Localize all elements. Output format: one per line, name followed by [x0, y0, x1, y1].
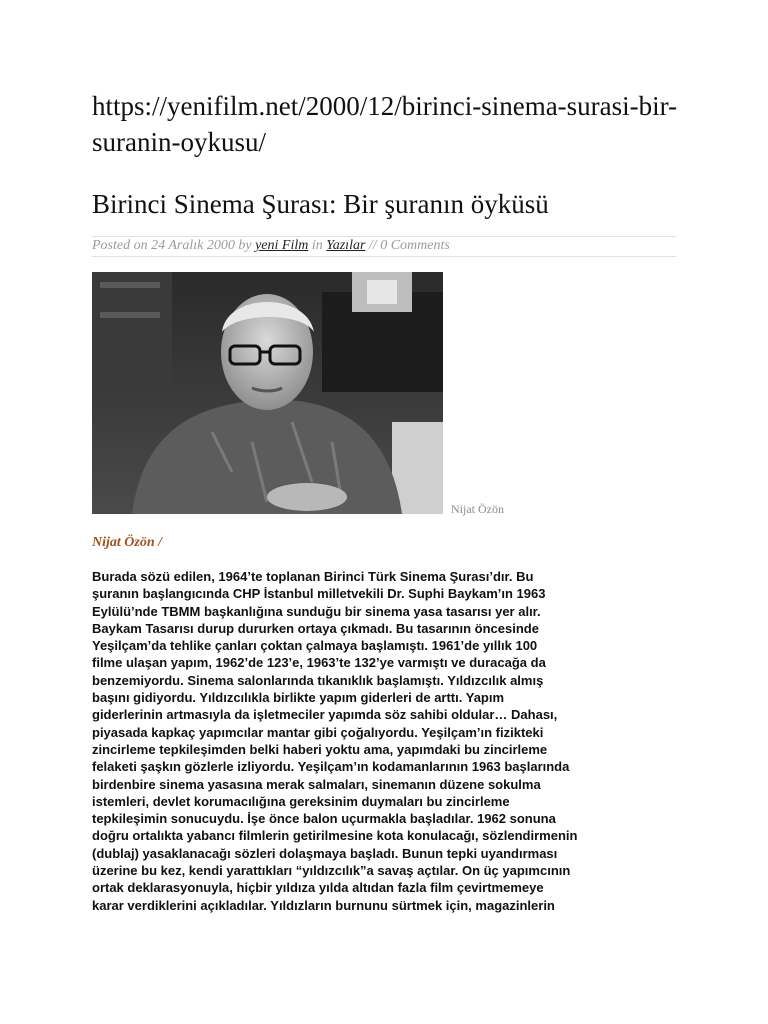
in-label: in: [311, 238, 323, 253]
meta-divider-bottom: [92, 256, 676, 257]
post-title: Birinci Sinema Şurası: Bir şuranın öyküsü: [92, 189, 549, 219]
body-line: Eylülü’nde TBMM başkanlığına sunduğu bir sinema yasa tasarısı yer alır.: [92, 603, 541, 619]
article-byline: Nijat Özön /: [92, 535, 163, 550]
body-line: şuranın başlangıcında CHP İstanbul milletvekili Dr. Suphi Baykam’ın 1963: [92, 586, 546, 602]
source-url-heading: https://yenifilm.net/2000/12/birinci-sinema-surasi-bir-suranin-oykusu/: [92, 91, 678, 157]
portrait-photo: [92, 272, 443, 514]
photo-caption: Nijat Özön: [451, 502, 504, 516]
body-line: benzemiyordu. Sinema salonlarında tıkanıklık başlamıştı. Yıldızcılık almış: [92, 672, 544, 688]
body-line: felaketi şaşkın gözlerle izliyordu. Yeşilçam’ın kodamanlarının 1963 başlarında: [92, 759, 570, 775]
article-body: [92, 568, 684, 914]
body-line: Burada sözü edilen, 1964’te toplanan Birinci Türk Sinema Şurası’dır. Bu: [92, 569, 534, 584]
category-link[interactable]: Yazılar: [326, 238, 366, 253]
body-line: (dublaj) yasaklanacağı sözleri dolaşmaya başladı. Bunun tepki uyandırması: [92, 845, 558, 861]
comments-count: // 0 Comments: [368, 238, 450, 253]
body-line: zincirleme tepkileşimden belki haberi yoktu ama, yapımdaki bu zincirleme: [92, 741, 548, 757]
body-line: piyasada kapkaç yapımcılar mantar gibi çoğalıyordu. Yeşilçam’ın fizikteki: [92, 724, 544, 740]
body-line: filme ulaşan yapım, 1962’de 123’e, 1963’te 132’ye varmıştı ve duracağa da: [92, 655, 546, 671]
body-line: tepkileşimin sonucuydu. İşe önce balon uçurmakla başladılar. 1962 sonuna: [92, 811, 556, 827]
body-line: doğru ortalıkta yabancı filmlerin getirilmesine kota konulacağı, sözlendirmenin: [92, 828, 578, 844]
body-line: ortak deklarasyonuyla, hiçbir yıldıza yılda altıdan fazla film çevirtmemeye: [92, 880, 544, 896]
body-line: başını gidiyordu. Yıldızcılıkla birlikte yapım giderleri de arttı. Yapım: [92, 690, 505, 706]
body-line: karar verdiklerini açıkladılar. Yıldızların burnunu sürtmek için, magazinlerin: [92, 897, 555, 913]
author-link[interactable]: yeni Film: [255, 238, 309, 253]
body-line: üzerine bu kez, kendi yarattıkları “yıldızcılık”a savaş açtılar. On üç yapımcının: [92, 863, 571, 879]
post-meta: [92, 237, 676, 255]
post-date: 24 Aralık 2000: [151, 238, 235, 253]
body-line: giderlerinin artmasıyla da işletmeciler yapımda söz sahibi oldular… Dahası,: [92, 707, 558, 723]
posted-on-label: Posted on: [92, 238, 148, 253]
body-line: Baykam Tasarısı durup dururken ortaya çıkmadı. Bu tasarının öncesinde: [92, 620, 539, 636]
body-line: Yeşilçam’da tehlike çanları çoktan çalmaya başlamıştı. 1961’de yıllık 100: [92, 638, 538, 654]
body-line: istemleri, devlet korumacılığına gereksinim duymaları bu zincirleme: [92, 793, 510, 809]
by-label: by: [238, 238, 252, 253]
body-line: birdenbire sinema yasasına merak salmaları, sinemanın düzene sokulma: [92, 776, 541, 792]
